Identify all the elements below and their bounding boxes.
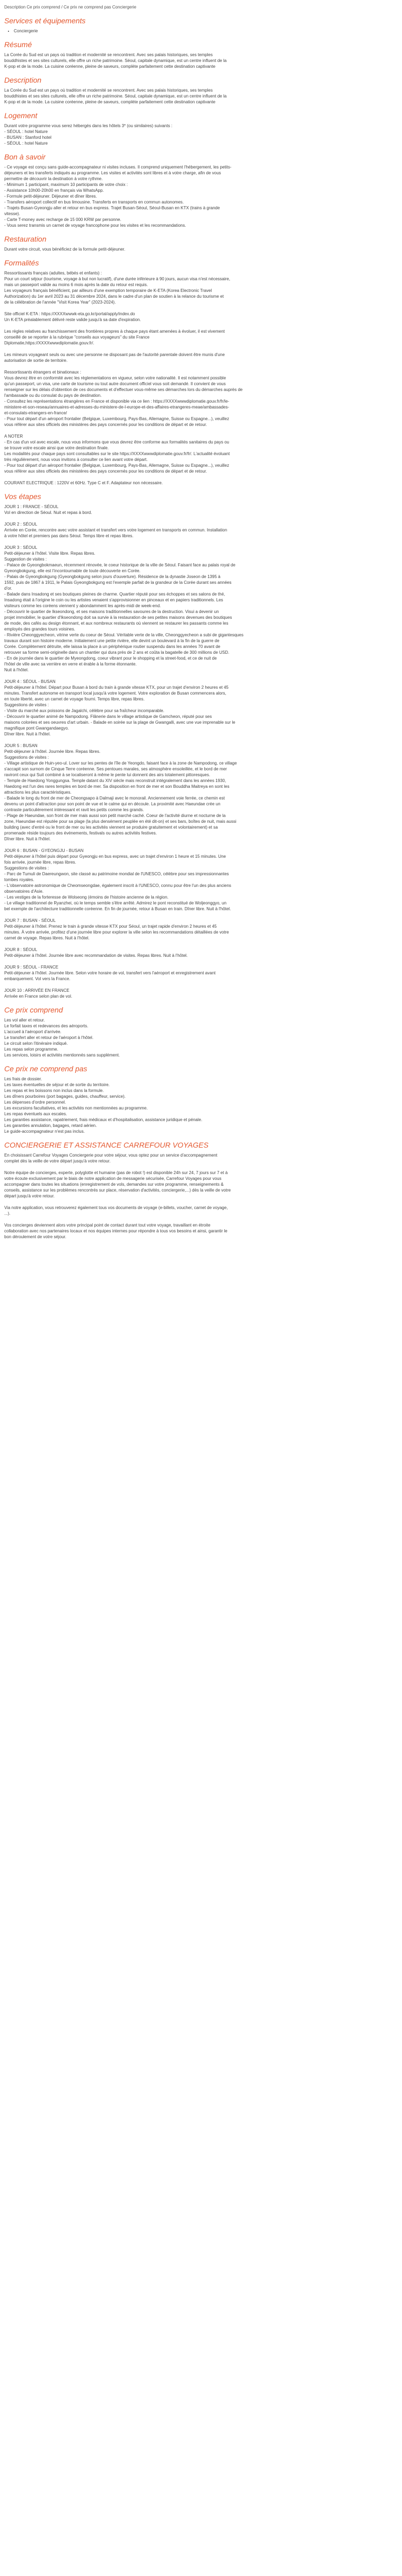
resume-text xyxy=(4,52,398,69)
conciergerie-paragraph xyxy=(4,1205,398,1216)
itinerary-line: JOUR 6 : BUSAN - GYEONGJU - BUSAN xyxy=(4,848,84,853)
itinerary-line: magnifique pont Gwangandaegyo. xyxy=(4,726,69,731)
formalites-line: - En cas d'un vol avec escale, nous vous informons que vous devrez être conforme aux formalités sanitaires du pays ou xyxy=(4,440,229,445)
formalites-paragraph xyxy=(4,328,398,346)
itinerary-day xyxy=(4,521,398,539)
formalites-line: COURANT ELECTRIQUE : 1220V et 60Hz. Type C et F. Adaptateur non nécessaire. xyxy=(4,481,163,485)
itinerary-line: embarquement. Vol vers la France. xyxy=(4,976,71,981)
conciergerie-paragraph xyxy=(4,1170,398,1199)
itinerary-day xyxy=(4,743,398,842)
vos-etapes-title: Vos étapes xyxy=(4,492,41,501)
formalites-line: Vous devrez être en conformité avec les réglementations en vigueur, selon votre nationalité. Il est notamment possible xyxy=(4,376,226,380)
itinerary-line: Insadong était à l'origine le coin ou les artistes venaient s'approvisionner en pinceaux et en papiers traditionnels. Les xyxy=(4,598,223,602)
formalites-line: l'ambassade ou du consulat du pays de destination. xyxy=(4,393,102,398)
conciergerie-body xyxy=(4,1152,398,1240)
conciergerie-line: départ jusqu'à votre retour. xyxy=(4,1194,55,1198)
itinerary-line: JOUR 1 : FRANCE - SÉOUL xyxy=(4,504,59,509)
itinerary-line: Dîner libre. Nuit à l'hôtel. xyxy=(4,837,51,841)
resume-line: La Corée du Sud est un pays où tradition et modernité se rencontrent. Avec ses palais historiques, ses temples xyxy=(4,52,213,57)
itinerary xyxy=(4,504,398,999)
itinerary-line: s'accapit son surnom de Cinque Terre coréenne. Ses pentoues marales, ses atmosphère ensoleillée, et le bord de mer xyxy=(4,767,227,771)
itinerary-line: - Les vestiges de la forteresse de Wolseong (émoins de l'histoire ancienne de la région. xyxy=(4,895,169,900)
formalites-paragraph xyxy=(4,433,398,474)
itinerary-line: observatoires d'Asie. xyxy=(4,889,44,894)
comprend-item: Le transfert aller et retour de l'aéroport à l'hôtel. xyxy=(4,1035,94,1040)
comprend-item: Les vol aller et retour. xyxy=(4,1018,45,1023)
itinerary-line: JOUR 9 : SÉOUL - FRANCE xyxy=(4,965,58,970)
itinerary-line: Petit-déjeuner à l'hôtel. Journée libre. Selon votre horaire de vol, transfert vers l'aéroport et enregistrement avant xyxy=(4,971,216,975)
description-title: Description xyxy=(4,76,42,84)
ne-comprend-item: Le guide-accompagnateur n'est pas inclus. xyxy=(4,1129,85,1134)
itinerary-line: Arrivée en Corée, rencontre avec votre assistant et transfert vers votre logement en transports en commun. Installation xyxy=(4,528,228,532)
formalites-line: renseigner sur les délais d'obtention de ces documents et d'effectuer vous-même ses démarches lors du démarches auprès de xyxy=(4,387,243,392)
formalites-line: ministere-et-son-reseau/annuaires-et-adresses-du-ministere-de-l-europe-et-des-affaires-etrangeres-meae/ambassades- xyxy=(4,405,230,410)
comprend-item: L'accueil à l'aéroport d'arrivée. xyxy=(4,1029,62,1034)
itinerary-line: Nuit à l'hôtel. xyxy=(4,668,29,672)
itinerary-line: - Rivière Cheonggyecheon, vitrine verte du coeur de Séoul. Véritable verte de la ville, Cheonggyecheon a subi de gigantesques xyxy=(4,633,243,637)
itinerary-line: maisons colorées et ses oeuvres d'art urbain. - Balade en soirée sur la plage de Gwangalli, avec une vue imprenable sur le xyxy=(4,720,235,725)
description-line: K-pop et de la mode. La cuisine coréenne, pleine de saveurs, complète parfaitement cette destination captivante xyxy=(4,100,216,104)
formalites-line: conseillé de se reporter à la rubrique "conseils aux voyageurs" du site France xyxy=(4,335,150,340)
comprend-item: Les repas selon programme. xyxy=(4,1047,58,1052)
itinerary-line: - Plage de Haeundae, son front de mer mais aussi son petit marché caché. Coeur de l'activité diurne et nocturne de la xyxy=(4,813,226,818)
itinerary-line: Gyeongbokgung, elle est l'incontournable de toute découverte en Corée. xyxy=(4,569,141,573)
itinerary-line: Suggestions de visites : xyxy=(4,755,49,760)
itinerary-line: Suggestions de visites : xyxy=(4,703,49,707)
formalites-title: Formalités xyxy=(4,259,39,267)
conciergerie-line: Notre équipe de concierges, experte, polyglotte et humaine (pas de robot !) est disponible 24h sur 24, 7 jours sur 7 et à xyxy=(4,1170,228,1175)
itinerary-line: JOUR 3 : SÉOUL xyxy=(4,545,38,550)
itinerary-line: projet immobilier, le quartier d'Ikseondong doit sa survie à la restauration de ses petites maisons devenues des boutiques xyxy=(4,615,232,620)
itinerary-line: - Parc de Tumuli de Daereungwon, site classé au patrimoine mondial de l'UNESCO, célèbre pour ses impressionnantes xyxy=(4,872,229,876)
formalites-line: - Pour tout départ d'un aéroport frontalier (Belgique, Luxembourg, Pays-Bas, Allemagne, Suisse ou Espagne...), veuillez xyxy=(4,463,229,468)
formalites-paragraph xyxy=(4,270,398,305)
itinerary-line: devenu un point d'attraction pour son point de vue et le calme qui en découle. La proximité avec Haeundae crée un xyxy=(4,802,221,806)
logement-line: - BUSAN : Stanford hotel xyxy=(4,135,51,140)
ne-comprend-item: Les dépenses d'ordre personnel. xyxy=(4,1100,66,1105)
ne-comprend-item: Les repas et les boissons non inclus dans la formule. xyxy=(4,1088,104,1093)
conciergerie-line: Vos concierges deviennent alors votre principal point de contact durant tout votre voyage, travaillant en étroite xyxy=(4,1223,211,1228)
conciergerie-line: collaboration avec nos partenaires locaux et nos équipes internes pour répondre à tous vos besoins et ainsi, garantir le xyxy=(4,1229,228,1233)
description-text xyxy=(4,87,398,105)
itinerary-line: Suggestions de visites : xyxy=(4,866,49,870)
itinerary-line: JOUR 5 : BUSAN xyxy=(4,743,38,748)
itinerary-line: - Temple de Haedong Yonggungsa. Temple datant du XIV siècle mais reconstruit intégralement dans les années 1930, xyxy=(4,778,226,783)
itinerary-line: JOUR 8 : SÉOUL xyxy=(4,947,38,952)
logement-line: - SÉOUL : hotel Nature xyxy=(4,129,48,134)
itinerary-line: retrouver sa forme semi-originelle dans un chantier qui dura près de 2 ans et coûta la bagatelle de 300 millions de USD. xyxy=(4,650,230,655)
itinerary-line: JOUR 7 : BUSAN - SÉOUL xyxy=(4,918,56,923)
itinerary-line: Dîner libre. Nuit à l'hôtel. xyxy=(4,732,51,736)
itinerary-line: Petit-déjeuner à l'hôtel. Prenez le train à grande vitesse KTX pour Séoul, un trajet rapide d'environ 2 heures et 45 xyxy=(4,924,217,929)
formalites-line: Ressortissants étrangers et binationaux : xyxy=(4,370,81,375)
itinerary-day xyxy=(4,545,398,673)
itinerary-line: - Découvrir le quartier de Ikseondong, et ses maisons traditionnelles savoures de la destruction. Visui a devenir un xyxy=(4,609,219,614)
itinerary-line: minutes. À votre arrivée, profitez d'une journée libre pour explorer la ville selon les recommandations détaillées de votre xyxy=(4,930,229,935)
itinerary-line: Arrivée en France selon plan de vol. xyxy=(4,994,73,999)
formalites-paragraph xyxy=(4,369,398,428)
formalites-line: Pour un court séjour (tourisme, voyage à but non lucratif), d'une durée inférieure à 90 jours, aucun visa n'est nécessaire, xyxy=(4,277,230,281)
itinerary-line: - L'observatoire astronomique de Cheomseongdae, également inscrit à l'UNESCO, connu pour être l'un des plus anciens xyxy=(4,883,231,888)
description-line: bouddhistes et ses sites culturels, elle offre un riche patrimoine. Séoul, capitale dynamique, est un centre influent de la xyxy=(4,94,227,99)
itinerary-line: Haedong est l'un des rares temples en bord de mer. Sa disposition en front de mer et son Bouddha Maitreya en sont les xyxy=(4,784,230,789)
formalites-line: - Consultez les représentations étrangères en France et disponible via ce lien : https://XXXXwwwdiplomatie.gouv.fr/fr/le- xyxy=(4,399,230,404)
ne-comprend-item: Les excursions facultatives, et les activités non mentionnées au programme. xyxy=(4,1106,148,1111)
itinerary-line: bel exemple de l'architecture traditionnelle coréenne. En fin de journée, retour à Busan en train. Dîner libre. Nuit à l'hôtel. xyxy=(4,907,231,911)
ne-comprend-item: Les repas éventuels aux escales. xyxy=(4,1112,67,1116)
itinerary-line: zone, Haeundae est réputée pour sa plage (la plus densément peuplée en été dit-on) et ses bars, boîtes de nuit, mais aussi xyxy=(4,819,237,824)
logement-text xyxy=(4,123,398,146)
logement-title: Logement xyxy=(4,111,38,120)
bon-savoir-title: Bon à savoir xyxy=(4,153,46,161)
resume-line: K-pop et de la mode. La cuisine coréenne, pleine de saveurs, complète parfaitement cette destination captivante xyxy=(4,64,216,69)
itinerary-line: - Palais de Gyeongbokgung (Gyeongbokgung selon jours d'ouverture). Résidence de la dynastie Joseon de 1395 à xyxy=(4,574,221,579)
formalites-line: se trouve votre escale ainsi que votre destination finale. xyxy=(4,446,109,450)
bon-savoir-line: - Vous serez transmis un carnet de voyage francophone pour les visites et les recommandations. xyxy=(4,223,186,228)
logement-line: - SÉOUL : hotel Nature xyxy=(4,141,48,146)
bon-savoir-line: vitesse). xyxy=(4,211,20,216)
itinerary-line: - Palace de Gyeongbokmaeun, récemment rénovée, le coeur historique de la ville de Séoul. Faisant face au palais royal de xyxy=(4,563,235,567)
formalites-line: vous référer aux sites officiels des ministères des pays concernés pour les conditions de départ et de retour. xyxy=(4,422,207,427)
conciergerie-line: bon déroulement de votre séjour. xyxy=(4,1234,66,1239)
itinerary-line: - Village artistique de Huin-yeo-ul. Lover sur les pentes de l'île de Yeongdo, faisant face à la zone de Nampodong, ce village xyxy=(4,761,237,766)
formalites-line: très régulièrement, nous vous invitons à consulter ce lien avant votre départ. xyxy=(4,457,148,462)
itinerary-line: Petit-déjeuner à l'hôtel. Visite libre. Repas libres. xyxy=(4,551,95,556)
itinerary-line: contraste particulièrement intéressant et ravit les petits comme les grands. xyxy=(4,807,144,812)
itinerary-line: d'or. xyxy=(4,586,12,591)
ne-comprend-item: Les garanties assistance, rapatriement, frais médicaux et d'hospitalisation, assistance juridique et pénale. xyxy=(4,1117,203,1122)
itinerary-line: tombes royales. xyxy=(4,877,34,882)
formalites-line: Diplomatie,https://XXXXwwwdiplomatie.gouv.fr/. xyxy=(4,341,94,345)
itinerary-day xyxy=(4,848,398,912)
itinerary-line: Petit-déjeuner à l'hôtel puis départ pour Gyeongju en bus express, avec un trajet d'environ 1 heure et 15 minutes. Une xyxy=(4,854,226,859)
bon-savoir-line: - Trajets Busan-Gyeongju aller et retour en bus express. Trajet Busan-Séoul, Séoul-Busan en KTX (trains à grande xyxy=(4,206,220,210)
itinerary-line: carnet de voyage. Repas libres. Nuit à l'hôtel. xyxy=(4,936,90,940)
services-title: Services et équipements xyxy=(4,16,86,25)
ce-prix-comprend-list xyxy=(4,1017,398,1058)
formalites-line: Ressortissants français (adultes, bébés et enfants) : xyxy=(4,271,102,276)
itinerary-line: JOUR 10 : ARRIVÉE EN FRANCE xyxy=(4,988,69,993)
itinerary-line: Petit-déjeuner à l'hôtel. Journée libre. Repas libres. xyxy=(4,749,101,754)
itinerary-line: - Balade dans Insadong et ses boutiques pleines de charme. Quartier réputé pour ses échoppes et ses salons de thé, xyxy=(4,592,225,597)
itinerary-line: employés des grandes tours voisines. xyxy=(4,627,75,632)
conciergerie-line: accompagner dans toutes les situations (enregistrement de vols, demandes sur votre programme, renseignements & xyxy=(4,1182,224,1187)
comprend-item: Les services, loisirs et activités mentionnés sans supplément. xyxy=(4,1053,120,1058)
conciergerie-paragraph xyxy=(4,1152,398,1164)
itinerary-line: travaux durant son histoire moderne. Initialement une petite rivière, elle devint un boulevard à la fin de la guerre de xyxy=(4,638,220,643)
resume-title: Résumé xyxy=(4,40,32,49)
itinerary-line: - Balade le long du front de mer de Cheongsapo à Dalmaji avec le monorail. Anciennement voie ferrée, ce chemin est xyxy=(4,796,225,801)
ne-comprend-item: Les taxes éventuelles de séjour et de sortie du territoire. xyxy=(4,1082,110,1087)
formalites-line: autorisation de sortie de territoire. xyxy=(4,358,68,363)
itinerary-line: de mode, des cafés au design étonnant, et aux nombreux restaurants où viennent se restaurer les passants comme les xyxy=(4,621,229,626)
restauration-line: Durant votre circuit, vous bénéficiez de la formule petit-déjeuner. xyxy=(4,247,126,252)
formalites-line: Site officiel K-ETA : https://XXXXwwwk-eta.go.kr/portal/apply/index.do xyxy=(4,312,135,316)
ne-comprend-item: Les frais de dossier. xyxy=(4,1077,42,1081)
conciergerie-line: Via notre application, vous retrouverez également tous vos documents de voyage (e-billets, voucher, carnet de voyage, xyxy=(4,1205,228,1210)
bon-savoir-line: permettre de découvrir la destination à votre rythme. xyxy=(4,176,103,181)
itinerary-line: visiteurs comme les coréens viennent y abondamment les après-midi de week-end. xyxy=(4,603,161,608)
itinerary-line: à votre hôtel et premiers pas dans Séoul. Temps libre et repas libres. xyxy=(4,534,134,538)
itinerary-line: attractions les plus caractéristiques. xyxy=(4,790,72,795)
itinerary-line: - En de journée dans le quartier de Myeongdong, coeur vibrant pour le shopping et la street-food, et ce de nuit de xyxy=(4,656,217,661)
itinerary-line: JOUR 2 : SÉOUL xyxy=(4,522,38,527)
formalites-line: Les mineurs voyageant seuls ou avec une personne ne disposant pas de l'autorité parentale doivent être munis d'une xyxy=(4,352,225,357)
itinerary-line: - Visite du marché aux poissons de Jagalchi, célèbre pour sa fraîcheur incomparable. xyxy=(4,708,164,713)
itinerary-line: Petit-déjeuner à l'hôtel. Journée libre avec recommandation de visites. Repas libres. Nuit à l'hôtel. xyxy=(4,953,188,958)
formalites-line: - Pour tout départ d'un aéroport frontalier (Belgique, Luxembourg, Pays-Bas, Allemagne, Suisse ou Espagne...), veuillez xyxy=(4,416,229,421)
bon-savoir-line: déjeuners et les transferts indiqués au programme. Les visites et activités sont libres et à votre charge, afin de vous xyxy=(4,171,221,175)
itinerary-line: Vol en direction de Séoul. Nuit et repas à bord. xyxy=(4,510,92,515)
conciergerie-line: ...). xyxy=(4,1211,11,1216)
itinerary-line: minutes. Transfert autonome en transport local jusqu'à votre logement. Votre exploration de Busan commencera alors, xyxy=(4,691,226,696)
bon-savoir-line: - Carte T-money avec recharge de 15 000 KRW par personne. xyxy=(4,217,121,222)
breadcrumb: Description Ce prix comprend / Ce prix ne comprend pas Conciergerie xyxy=(4,5,136,10)
itinerary-line: - Découvrir le quartier animé de Nampodong. Flânerie dans le village artistique de Gamcheon, réputé pour ses xyxy=(4,714,212,719)
conciergerie-paragraph xyxy=(4,1222,398,1240)
formalites-line: de la célébration de l'année "Visit Korea Year" (2023-2024). xyxy=(4,300,116,305)
conciergerie-line: En choisissant Carrefour Voyages Conciergerie pour votre séjour, vous optez pour un service d'accompagnement xyxy=(4,1153,217,1158)
bon-savoir-text xyxy=(4,164,398,228)
formalites-line: Les voyageurs français bénéficient, par ailleurs d'une exemption temporaire de K-ETA (Korea Electronic Travel xyxy=(4,288,212,293)
bon-savoir-line: - Ce voyage est conçu sans guide-accompagnateur ni visites incluses. Il comprend uniquement l'hébergement, les petits- xyxy=(4,165,232,170)
itinerary-day xyxy=(4,918,398,941)
formalites-line: Authorization) du 1er avril 2023 au 31 décembre 2024, dans le cadre d'un plan de soutien à la relance du tourisme et xyxy=(4,294,224,299)
itinerary-day xyxy=(4,504,398,516)
page xyxy=(0,0,402,1240)
resume-line: bouddhistes et ses sites culturels, elle offre un riche patrimoine. Séoul, capitale dynamique, est un centre influent de la xyxy=(4,58,227,63)
bon-savoir-line: - Assistance 10h00-20h00 en français via WhatsApp. xyxy=(4,188,104,193)
itinerary-line: Petit-déjeuner à l'hôtel. Départ pour Busan à bord du train à grande vitesse KTX, pour un trajet d'environ 2 heures et 45 xyxy=(4,685,229,690)
restauration-text xyxy=(4,246,398,252)
ce-prix-ne-comprend-pas-list xyxy=(4,1076,398,1134)
itinerary-line: l'hôtel de ville avec sa verrière en verre et érable à la forme étonnante. xyxy=(4,662,137,667)
formalites-line: Un K-ETA préalablement délivré reste valide jusqu'à sa date d'expiration. xyxy=(4,317,141,322)
itinerary-day xyxy=(4,988,398,999)
itinerary-line: promenade réside toujours des événements, festivals ou autres activités festives. xyxy=(4,831,157,836)
itinerary-day xyxy=(4,947,398,958)
itinerary-line: 1592, puis de 1867 à 1911, le Palais Gyeongbokgung est l'exemple parfait de la grandeur de la Corée durant ses années xyxy=(4,580,232,585)
ce-prix-comprend-title: Ce prix comprend xyxy=(4,1006,63,1014)
logement-line: Durant votre programme vous serez hébergés dans les hôtels 3* (ou similaires) suivants : xyxy=(4,123,173,128)
formalites-line: Les règles relatives au franchissement des frontières propres à chaque pays étant amenées à évoluer, il est vivement xyxy=(4,329,225,334)
formalites-line: mais un passeport valide au moins 6 mois après la date du retour est requis. xyxy=(4,282,148,287)
ne-comprend-item: Les dîners pourboires (port bagages, guides, chauffeur, service). xyxy=(4,1094,126,1099)
bon-savoir-line: - Formule petit-déjeuner. Déjeuner et dîner libres. xyxy=(4,194,97,199)
restauration-title: Restauration xyxy=(4,235,47,243)
formalites-line: vous référer aux sites officiels des ministères des pays concernés pour les conditions de départ et de retour. xyxy=(4,469,207,474)
ne-comprend-item: Les garanties annulation, bagages, retard aérien. xyxy=(4,1123,97,1128)
itinerary-line: Corée. Complètement détruite, elle laissa la place à un périphérique routier suspendu dans les années 70 avant de xyxy=(4,644,221,649)
itinerary-line: - Le village traditionnel de Ryanzhei, où le temps semble s'être arrêté. Admirez le pont reconstitué de Woljeonggyo, un xyxy=(4,901,226,905)
services-list xyxy=(4,28,398,34)
formalites-line: A NOTER xyxy=(4,434,23,439)
itinerary-line: en toute liberté, avec un carnet de voyage fourni. Temps libre, repas libres. xyxy=(4,697,145,701)
ce-prix-ne-comprend-pas-title: Ce prix ne comprend pas xyxy=(4,1064,88,1073)
itinerary-day xyxy=(4,679,398,737)
formalites-line: et-consulats-etrangers-en-france/ xyxy=(4,411,67,415)
services-item: • Conciergerie xyxy=(14,28,398,34)
conciergerie-line: conseils, assistance sur les problèmes rencontrés sur place, réservation d'activités, conciergerie,...) dès la veille de votre xyxy=(4,1188,231,1193)
itinerary-line: Suggestion de visites : xyxy=(4,557,47,562)
formalites-paragraph xyxy=(4,480,398,486)
itinerary-line: JOUR 4 : SÉOUL - BUSAN xyxy=(4,679,56,684)
comprend-item: Le circuit selon l'itinéraire indiqué. xyxy=(4,1041,68,1046)
comprend-item: Le forfait taxes et redevances des aéroports. xyxy=(4,1024,89,1028)
itinerary-line: raviront ceux qui Suit combiné à se localiseront à même le pente lui donnent des airs totalement pittoresques. xyxy=(4,772,211,777)
bon-savoir-line: - Transfers aéroport collectif en bus limousine. Transferts en transports en commun autonomes. xyxy=(4,200,184,205)
formalites-body xyxy=(4,270,398,486)
bon-savoir-line: - Minimum 1 participant, maximum 10 participants de votre choix : xyxy=(4,182,128,187)
itinerary-line: fois arrivée, journée libre, repas libres. xyxy=(4,860,76,865)
formalites-paragraph xyxy=(4,352,398,363)
itinerary-line: building (avec d'entré ou le front de mer ou les activités viennent se produire gratuitement et volontairement) et sa xyxy=(4,825,218,830)
formalites-line: Les modalités pour chaque pays sont consultables sur le site https://XXXXwwwdiplomatie.gouv.fr/fr/. L'actualité évoluant xyxy=(4,451,230,456)
itinerary-day xyxy=(4,964,398,982)
formalites-line: qu'un passeport, un visa, une carte de tourisme ou tout autre document officiel vous soit demandé. Il convient de vous xyxy=(4,381,226,386)
description-line: La Corée du Sud est un pays où tradition et modernité se rencontrent. Avec ses palais historiques, ses temples xyxy=(4,88,213,93)
formalites-paragraph xyxy=(4,311,398,323)
conciergerie-line: votre écoute exclusivement par le biais de notre application de messagerie sécurisée, Carrefour Voyages pour vous xyxy=(4,1176,222,1181)
conciergerie-line: complet dès la veille de votre départ jusqu'à votre retour. xyxy=(4,1159,111,1163)
conciergerie-title: CONCIERGERIE ET ASSISTANCE CARREFOUR VOYAGES xyxy=(4,1141,209,1149)
